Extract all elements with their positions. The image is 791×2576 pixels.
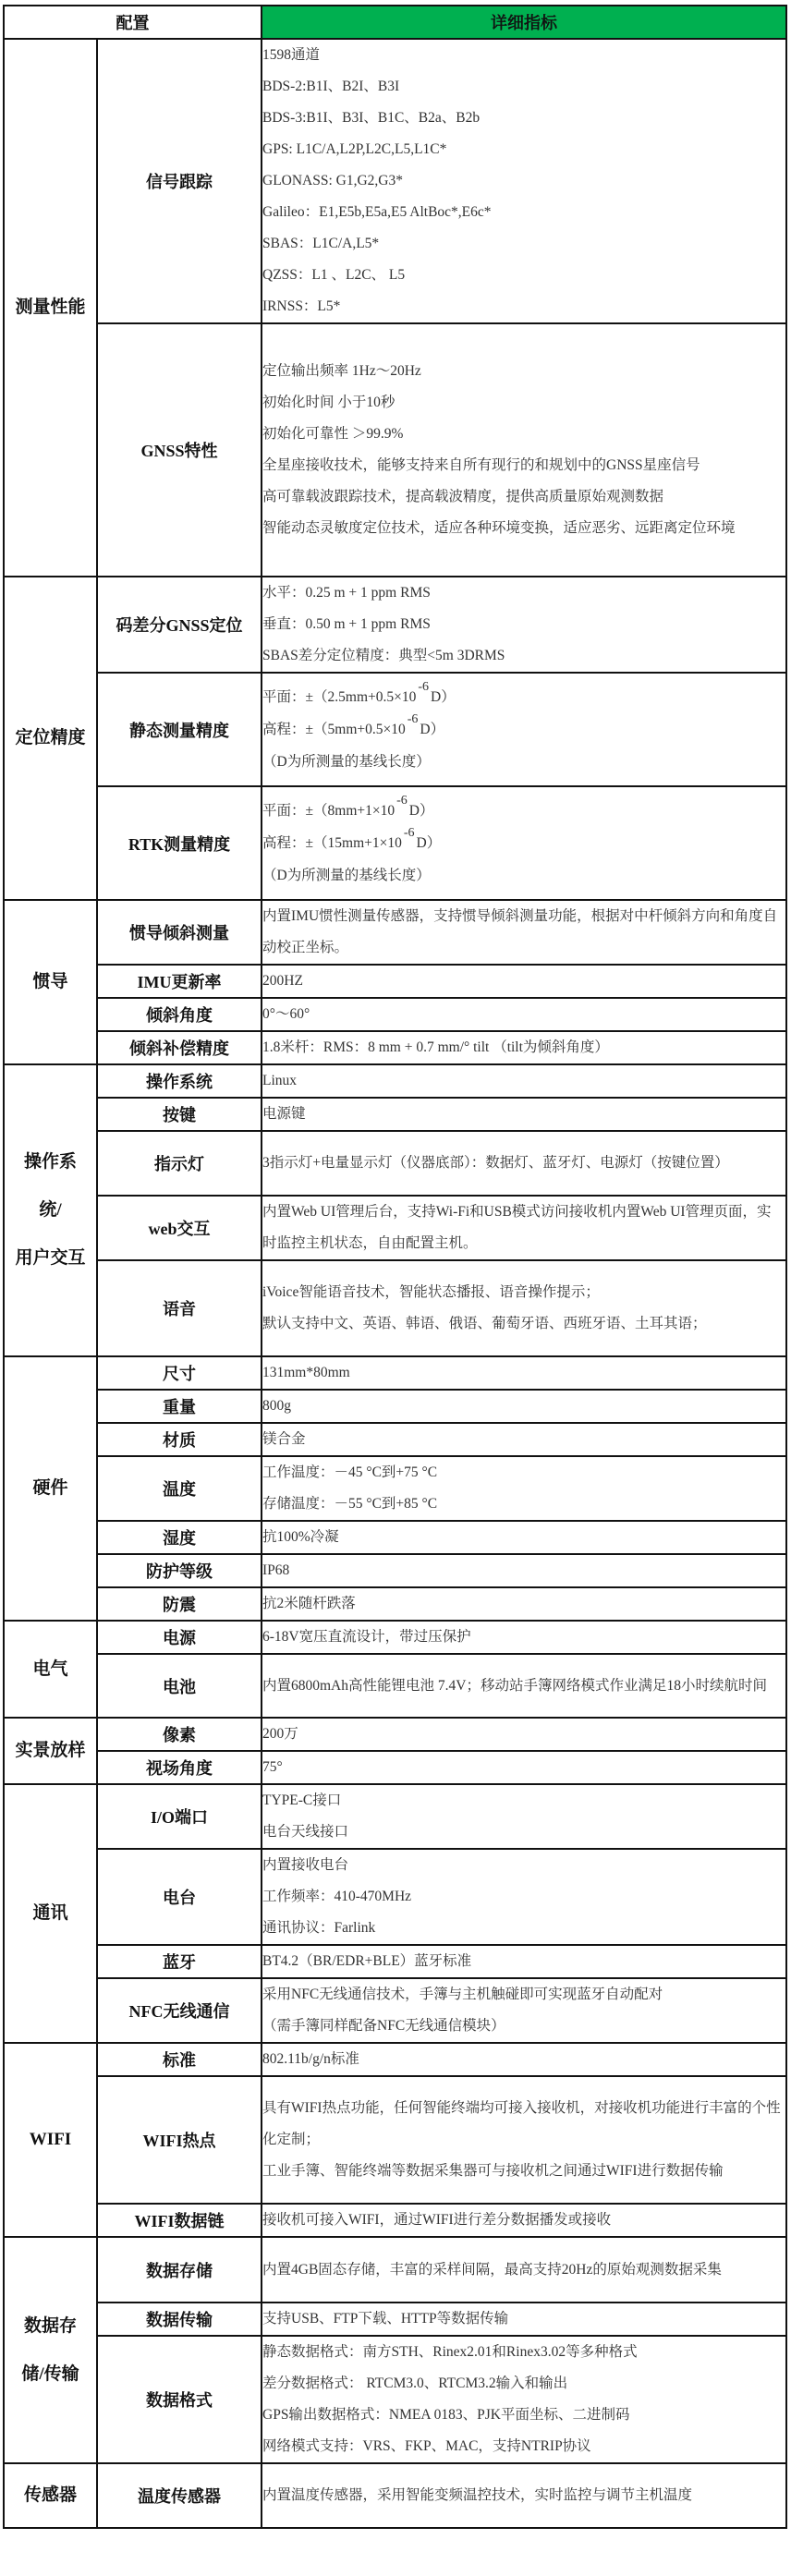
category-label-line: 统/	[39, 1200, 62, 1220]
spec-value	[262, 673, 786, 786]
spec-value-line: 内置接收电台	[262, 1857, 349, 1873]
spec-value-line: 具有WIFI热点功能，任何智能终端均可接入接收机，对接收机功能进行丰富的个性化定制；	[262, 2100, 781, 2147]
spec-label: 防震	[97, 1587, 262, 1621]
formula-text-end: D）	[420, 721, 445, 737]
spec-value-line: 差分数据格式： RTCM3.0、RTCM3.2输入和输出	[262, 2376, 568, 2391]
spec-value	[262, 1751, 786, 1784]
spec-row	[4, 1521, 786, 1554]
spec-label: 温度传感器	[97, 2463, 262, 2528]
spec-row	[4, 2237, 786, 2303]
category-label: 实景放样	[15, 1741, 86, 1760]
spec-label: 蓝牙	[97, 1945, 262, 1978]
spec-value-line: TYPE-C接口	[262, 1792, 342, 1808]
spec-row	[4, 1718, 786, 1751]
spec-formula-line	[262, 679, 785, 714]
spec-value-line: Linux	[262, 1073, 298, 1088]
spec-row	[4, 1621, 786, 1654]
formula-text: 高程：±（15mm+1×10	[262, 834, 402, 851]
spec-label: GNSS特性	[97, 323, 262, 577]
formula-text: （D为所测量的基线长度）	[262, 867, 431, 883]
spec-value-line: 3指示灯+电量显示灯（仪器底部）：数据灯、蓝牙灯、电源灯（按键位置）	[262, 1155, 729, 1171]
spec-formula-line	[262, 793, 785, 828]
spec-label: WIFI热点	[97, 2076, 262, 2204]
spec-value-line: 1598通道	[262, 47, 321, 63]
spec-value-line: 131mm*80mm	[262, 1365, 350, 1380]
spec-value-line: 镁合金	[262, 1431, 306, 1447]
spec-value	[262, 1196, 786, 1260]
spec-row	[4, 323, 786, 577]
formula-text: 高程：±（5mm+0.5×10	[262, 721, 406, 737]
category-cell	[4, 577, 97, 900]
category-label-line: 用户交互	[15, 1248, 86, 1268]
spec-value-line: 75°	[262, 1759, 283, 1775]
spec-value-line: 定位输出频率 1Hz～20Hz	[262, 363, 421, 379]
spec-label: I/O端口	[97, 1784, 262, 1849]
spec-value	[262, 2336, 786, 2463]
spec-value-line: 内置4GB固态存储，丰富的采样间隔，最高支持20Hz的原始观测数据采集	[262, 2261, 722, 2278]
spec-value	[262, 900, 786, 965]
spec-value	[262, 1849, 786, 1945]
spec-row	[4, 2303, 786, 2336]
category-cell	[4, 1784, 97, 2043]
spec-row	[4, 1196, 786, 1260]
formula-text-end: D）	[416, 834, 442, 851]
spec-value	[262, 786, 786, 900]
spec-value-line: 工作温度：－45 °C到+75 °C	[262, 1464, 438, 1480]
spec-value-line: 802.11b/g/n标准	[262, 2051, 359, 2067]
spec-value-line: 初始化时间 小于10秒	[262, 395, 396, 410]
spec-value	[262, 1554, 786, 1587]
spec-value-line: 初始化可靠性 ＞99.9%	[262, 426, 404, 442]
spec-label: 尺寸	[97, 1356, 262, 1390]
spec-label: 视场角度	[97, 1751, 262, 1784]
spec-value	[262, 2204, 786, 2237]
spec-value	[262, 1456, 786, 1521]
category-label-line: 操作系	[23, 1152, 77, 1172]
spec-value-line: 6-18V宽压直流设计，带过压保护	[262, 1629, 471, 1645]
spec-value-line: 网络模式支持：VRS、FKP、MAC，支持NTRIP协议	[262, 2438, 591, 2454]
category-label: 测量性能	[15, 298, 86, 317]
spec-row	[4, 2463, 786, 2528]
formula-exponent: -6	[407, 711, 419, 726]
spec-value	[262, 1098, 786, 1131]
spec-value-line: 1.8米杆：RMS：8 mm + 0.7 mm/° tilt （tilt为倾斜角度）	[262, 1039, 609, 1055]
spec-row	[4, 1356, 786, 1390]
spec-value	[262, 323, 786, 577]
spec-value	[262, 1064, 786, 1098]
spec-value	[262, 1390, 786, 1423]
spec-value-line: 0°～60°	[262, 1006, 310, 1022]
spec-row	[4, 786, 786, 900]
spec-value-line: 电源键	[262, 1106, 306, 1122]
spec-value-line: 水平：0.25 m + 1 ppm RMS	[262, 585, 431, 601]
spec-value-line: 高可靠载波跟踪技术，提高载波精度，提供高质量原始观测数据	[262, 489, 664, 504]
category-label: 电气	[32, 1659, 68, 1679]
spec-row	[4, 39, 786, 323]
spec-value-line: 抗2米随杆跌落	[262, 1596, 356, 1611]
header-details: 详细指标	[262, 6, 786, 39]
spec-row	[4, 1031, 786, 1064]
spec-value	[262, 1978, 786, 2043]
spec-value-line: IP68	[262, 1562, 290, 1578]
formula-text-end: D）	[431, 688, 456, 705]
spec-value-line: iVoice智能语音技术，智能状态播报、语音操作提示；	[262, 1284, 600, 1300]
formula-text: （D为所测量的基线长度）	[262, 753, 431, 770]
spec-row	[4, 1390, 786, 1423]
category-label: 传感器	[23, 2485, 77, 2505]
spec-value-line: 采用NFC无线通信技术，手簿与主机触碰即可实现蓝牙自动配对	[262, 1987, 663, 2002]
category-cell	[4, 1356, 97, 1621]
spec-label: 防护等级	[97, 1554, 262, 1587]
spec-value-line: 通讯协议：Farlink	[262, 1920, 376, 1936]
spec-row	[4, 577, 786, 673]
spec-row	[4, 1260, 786, 1356]
category-cell	[4, 900, 97, 1064]
spec-body	[4, 39, 786, 2528]
spec-label: 数据传输	[97, 2303, 262, 2336]
spec-value-line: Galileo：E1,E5b,E5a,E5 AltBoc*,E6c*	[262, 204, 492, 220]
spec-value-line: 电台天线接口	[262, 1824, 349, 1840]
spec-value	[262, 1784, 786, 1849]
spec-row	[4, 1423, 786, 1456]
spec-row	[4, 1978, 786, 2043]
spec-label: WIFI数据链	[97, 2204, 262, 2237]
formula-text: 平面：±（2.5mm+0.5×10	[262, 688, 417, 705]
formula-exponent: -6	[396, 793, 408, 808]
category-cell	[4, 2237, 97, 2463]
category-label: 惯导	[32, 972, 68, 991]
spec-row	[4, 998, 786, 1031]
spec-value-line: 存储温度：－55 °C到+85 °C	[262, 1496, 438, 1512]
spec-value-line: 200HZ	[262, 973, 303, 989]
spec-value-line: 工作频率：410-470MHz	[262, 1889, 412, 1904]
spec-value-line: BT4.2（BR/EDR+BLE）蓝牙标准	[262, 1953, 472, 1969]
spec-value-line: 工业手簿、智能终端等数据采集器可与接收机之间通过WIFI进行数据传输	[262, 2163, 724, 2179]
spec-value	[262, 1031, 786, 1064]
spec-value	[262, 998, 786, 1031]
spec-row	[4, 1945, 786, 1978]
spec-row	[4, 2204, 786, 2237]
spec-value	[262, 1521, 786, 1554]
category-label: 定位精度	[15, 728, 86, 747]
spec-value-line: 支持USB、FTP下载、HTTP等数据传输	[262, 2311, 509, 2327]
spec-row	[4, 673, 786, 786]
spec-value-line: QZSS：L1 、L2C、 L5	[262, 267, 406, 283]
spec-value	[262, 1423, 786, 1456]
spec-label: web交互	[97, 1196, 262, 1260]
spec-label: 码差分GNSS定位	[97, 577, 262, 673]
spec-value	[262, 2076, 786, 2204]
spec-value	[262, 2043, 786, 2076]
spec-value-line: 全星座接收技术，能够支持来自所有现行的和规划中的GNSS星座信号	[262, 457, 700, 473]
header-row	[4, 6, 786, 39]
spec-row	[4, 1849, 786, 1945]
spec-label: 数据存储	[97, 2237, 262, 2303]
spec-value-line: 800g	[262, 1398, 291, 1414]
spec-value	[262, 1945, 786, 1978]
spec-value	[262, 1621, 786, 1654]
spec-label: 数据格式	[97, 2336, 262, 2463]
spec-value-line: 内置IMU惯性测量传感器，支持惯导倾斜测量功能，根据对中杆倾斜方向和角度自动校正坐标。	[262, 908, 778, 955]
category-label-line: 数据存	[23, 2315, 77, 2336]
spec-value	[262, 2237, 786, 2303]
spec-label: 信号跟踪	[97, 39, 262, 323]
spec-label: 温度	[97, 1456, 262, 1521]
spec-label: 材质	[97, 1423, 262, 1456]
category-cell	[4, 1718, 97, 1784]
spec-row	[4, 1554, 786, 1587]
category-label: WIFI	[29, 2130, 72, 2149]
spec-label: 惯导倾斜测量	[97, 900, 262, 965]
spec-value	[262, 577, 786, 673]
spec-label: 标准	[97, 2043, 262, 2076]
spec-value-line: GPS: L1C/A,L2P,L2C,L5,L1C*	[262, 141, 447, 157]
spec-label: 电源	[97, 1621, 262, 1654]
formula-exponent: -6	[403, 825, 415, 840]
spec-value	[262, 965, 786, 998]
spec-label: RTK测量精度	[97, 786, 262, 900]
category-label: 硬件	[32, 1478, 68, 1498]
spec-value-line: GPS输出数据格式：NMEA 0183、PJK平面坐标、二进制码	[262, 2407, 630, 2423]
spec-row	[4, 965, 786, 998]
spec-value-line: 静态数据格式：南方STH、Rinex2.01和Rinex3.02等多种格式	[262, 2344, 638, 2360]
category-cell	[4, 39, 97, 577]
category-label-line: 储/传输	[21, 2363, 79, 2384]
spec-formula-line	[262, 747, 785, 778]
spec-value-line: 接收机可接入WIFI，通过WIFI进行差分数据播发或接收	[262, 2212, 612, 2228]
category-cell	[4, 1621, 97, 1718]
spec-row	[4, 2336, 786, 2463]
spec-label: 操作系统	[97, 1064, 262, 1098]
spec-value-line: GLONASS: G1,G2,G3*	[262, 173, 403, 188]
spec-value	[262, 1131, 786, 1196]
spec-value	[262, 1356, 786, 1390]
spec-value	[262, 2303, 786, 2336]
spec-row	[4, 1751, 786, 1784]
spec-label: 像素	[97, 1718, 262, 1751]
spec-value-line: 抗100%冷凝	[262, 1529, 339, 1545]
spec-value	[262, 2463, 786, 2528]
spec-table	[3, 5, 787, 2529]
spec-row	[4, 2043, 786, 2076]
spec-label: 语音	[97, 1260, 262, 1356]
header-config: 配置	[4, 6, 262, 39]
category-cell	[4, 2463, 97, 2528]
category-cell	[4, 2043, 97, 2237]
spec-value-line: 垂直：0.50 m + 1 ppm RMS	[262, 616, 431, 632]
spec-value-line: BDS-3:B1I、B3I、B1C、B2a、B2b	[262, 110, 481, 126]
spec-row	[4, 1131, 786, 1196]
spec-value-line: 内置温度传感器，采用智能变频温控技术，实时监控与调节主机温度	[262, 2487, 693, 2503]
spec-row	[4, 1098, 786, 1131]
spec-value	[262, 1260, 786, 1356]
spec-label: 按键	[97, 1098, 262, 1131]
spec-row	[4, 1654, 786, 1718]
spec-value-line: （需手簿同样配备NFC无线通信模块）	[262, 2018, 505, 2034]
spec-value	[262, 39, 786, 323]
spec-formula-line	[262, 825, 785, 860]
formula-text-end: D）	[408, 802, 434, 819]
spec-value-line: BDS-2:B1I、B2I、B3I	[262, 79, 400, 94]
spec-value	[262, 1587, 786, 1621]
spec-label: 电池	[97, 1654, 262, 1718]
spec-label: 电台	[97, 1849, 262, 1945]
formula-exponent: -6	[418, 679, 430, 694]
spec-value	[262, 1654, 786, 1718]
spec-value-line: 智能动态灵敏度定位技术，适应各种环境变换，适应恶劣、远距离定位环境	[262, 520, 736, 536]
spec-row	[4, 1784, 786, 1849]
spec-row	[4, 900, 786, 965]
spec-label: 倾斜角度	[97, 998, 262, 1031]
spec-value	[262, 1718, 786, 1751]
spec-formula-line	[262, 860, 785, 892]
spec-row	[4, 1587, 786, 1621]
spec-value-line: SBAS：L1C/A,L5*	[262, 236, 380, 251]
spec-label: IMU更新率	[97, 965, 262, 998]
spec-label: NFC无线通信	[97, 1978, 262, 2043]
spec-label: 指示灯	[97, 1131, 262, 1196]
spec-label: 湿度	[97, 1521, 262, 1554]
spec-formula-line	[262, 711, 785, 747]
category-cell	[4, 1064, 97, 1356]
formula-text: 平面：±（8mm+1×10	[262, 802, 396, 819]
spec-label: 重量	[97, 1390, 262, 1423]
spec-value-line: 200万	[262, 1726, 298, 1742]
spec-value-line: SBAS差分定位精度：典型<5m 3DRMS	[262, 648, 505, 663]
spec-label: 静态测量精度	[97, 673, 262, 786]
spec-row	[4, 1064, 786, 1098]
spec-label: 倾斜补偿精度	[97, 1031, 262, 1064]
spec-value-line: IRNSS：L5*	[262, 298, 341, 314]
spec-value-line: 内置Web UI管理后台，支持Wi-Fi和USB模式访问接收机内置Web UI管理页面，实时监控主机状态，自由配置主机。	[262, 1204, 772, 1251]
spec-value-line: 内置6800mAh高性能锂电池 7.4V；移动站手簿网络模式作业满足18小时续航时间	[262, 1677, 767, 1694]
spec-row	[4, 1456, 786, 1521]
spec-value-line: 默认支持中文、英语、韩语、俄语、葡萄牙语、西班牙语、土耳其语；	[262, 1316, 707, 1331]
spec-row	[4, 2076, 786, 2204]
category-label: 通讯	[32, 1903, 68, 1923]
